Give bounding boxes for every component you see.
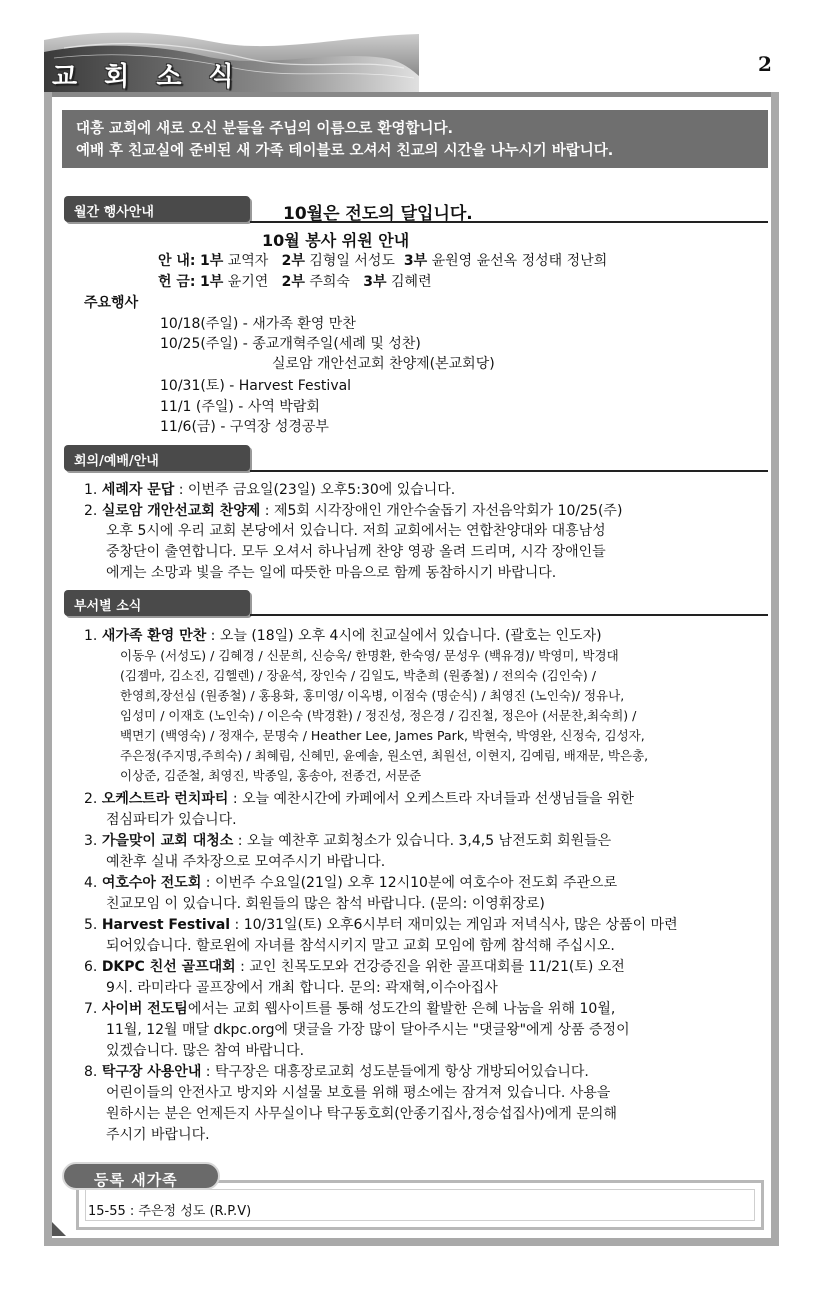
dept-item-2-cont: 점심파티가 있습니다.: [106, 812, 237, 828]
section-rule-meetings: [250, 470, 768, 472]
dept-item-7: 7. 사이버 전도팀에서는 교회 웹사이트를 통해 성도간의 활발한 은혜 나눔을 위해 10월,: [84, 1001, 616, 1017]
dept-item-4: 4. 여호수아 전도회 : 이번주 수요일(21일) 오후 12시10분에 여호수아 전도회 주관으로: [84, 875, 618, 891]
event-item: 10/25(주일) - 종교개혁주일(세례 및 성찬): [160, 336, 421, 352]
offering-volunteers: 헌 금: 1부 윤기연 2부 주희숙 3부 김혜련: [158, 274, 432, 290]
event-item: 실로암 개안선교회 찬양제(본교회당): [272, 356, 495, 372]
new-family-names: 한영희,장선심 (원종철) / 홍용화, 홍미영/ 이옥병, 이점숙 (명순식) / 최영진 (노인숙)/ 정유나,: [120, 688, 625, 703]
new-family-names: (김젬마, 김소진, 김헬렌) / 장윤석, 장인숙 / 김일도, 박춘희 (원종철) / 전의숙 (김인숙) /: [120, 668, 596, 683]
dept-item-8: 8. 탁구장 사용안내 : 탁구장은 대흥장로교회 성도분들에게 항상 개방되어있습니다.: [84, 1064, 589, 1080]
dept-item-7-cont: 11월, 12월 매달 dkpc.org에 댓글을 가장 많이 달아주시는 "댓글왕"에게 상품 증정이: [106, 1022, 630, 1038]
frame-top-border: [44, 92, 779, 97]
event-item: 10/18(주일) - 새가족 환영 만찬: [160, 316, 356, 332]
dept-item-8-cont: 원하시는 분은 언제든지 사무실이나 탁구동호회(안종기집사,정승섭집사)에게 문의해: [106, 1106, 617, 1122]
frame-bottom-border: [44, 1238, 779, 1246]
page-title: 교 회 소 식: [52, 62, 243, 92]
section-rule-departments: [250, 614, 768, 616]
dept-item-3-cont: 예찬후 실내 주차장으로 모여주시기 바랍니다.: [106, 854, 386, 870]
meeting-item-2-cont: 중창단이 출연합니다. 모두 오셔서 하나님께 찬양 영광 올려 드리며, 시각 장애인들: [106, 544, 606, 560]
dept-item-5: 5. Harvest Festival : 10/31일(토) 오후6시부터 재미있는 게임과 저녁식사, 많은 상품이 마련: [84, 917, 678, 933]
section-tab-monthly: 월간 행사안내: [64, 196, 250, 222]
welcome-line-2: 예배 후 친교실에 준비된 새 가족 테이블로 오셔서 친교의 시간을 나누시기 바랍니다.: [76, 143, 614, 159]
section-tab-meetings: 회의/예배/안내: [64, 445, 250, 471]
registration-tab: 등록 새가족: [62, 1162, 220, 1190]
frame-left-border: [44, 92, 52, 1242]
new-family-names: 임성미 / 이재호 (노인숙) / 이은숙 (박경환) / 정진성, 정은경 / 김진철, 정은아 (서문찬,최숙희) /: [120, 708, 637, 723]
frame-right-border: [771, 92, 779, 1242]
event-item: 11/6(금) - 구역장 성경공부: [160, 419, 329, 435]
guide-volunteers: 안 내: 1부 교역자 2부 김형일 서성도 3부 윤원영 윤선옥 정성태 정난희: [158, 253, 608, 269]
dept-item-2: 2. 오케스트라 런치파티 : 오늘 예찬시간에 카페에서 오케스트라 자녀들과 선생님들을 위한: [84, 791, 634, 807]
dept-item-5-cont: 되어있습니다. 할로윈에 자녀를 참석시키지 말고 교회 모임에 함께 참석해 주십시오.: [106, 938, 615, 954]
events-label: 주요행사: [84, 295, 139, 311]
dept-item-6: 6. DKPC 친선 골프대회 : 교인 친목도모와 건강증진을 위한 골프대회를 11/21(토) 오전: [84, 959, 625, 975]
meeting-item-1: 1. 세례자 문답 : 이번주 금요일(23일) 오후5:30에 있습니다.: [84, 482, 456, 498]
welcome-line-1: 대흥 교회에 새로 오신 분들을 주님의 이름으로 환영합니다.: [76, 121, 454, 137]
meeting-item-2: 2. 실로암 개안선교회 찬양제 : 제5회 시각장애인 개안수술돕기 자선음악회가 10/25(주): [84, 503, 623, 519]
dept-item-3: 3. 가을맞이 교회 대청소 : 오늘 예찬후 교회청소가 있습니다. 3,4,5 남전도회 회원들은: [84, 833, 612, 849]
dept-item-7-cont: 있겠습니다. 많은 참여 바랍니다.: [106, 1043, 305, 1059]
dept-item-1: 1. 새가족 환영 만찬 : 오늘 (18일) 오후 4시에 친교실에서 있습니다. (괄호는 인도자): [84, 628, 602, 644]
new-family-names: 이동우 (서성도) / 김혜경 / 신문희, 신승욱/ 한명환, 한숙영/ 문성우 (백유경)/ 박영미, 박경대: [120, 648, 619, 663]
meeting-item-2-cont: 에게는 소망과 빛을 주는 일에 따뜻한 마음으로 함께 동참하시기 바랍니다.: [106, 565, 557, 581]
dept-item-8-cont: 주시기 바랍니다.: [106, 1127, 210, 1143]
dept-item-8-cont: 어린이들의 안전사고 방지와 시설물 보호를 위해 평소에는 잠겨져 있습니다. 사용을: [106, 1085, 611, 1101]
welcome-banner: [62, 110, 768, 168]
meeting-item-2-cont: 오후 5시에 우리 교회 본당에서 있습니다. 저희 교회에서는 연합찬양대와 대흥남성: [106, 523, 606, 539]
new-family-names: 이상준, 김준철, 최영진, 박종일, 홍송아, 전종건, 서문준: [120, 768, 422, 783]
corner-triangle: [52, 1222, 66, 1236]
event-item: 10/31(토) - Harvest Festival: [160, 378, 352, 394]
dept-item-4-cont: 친교모임 이 있습니다. 회원들의 많은 참석 바랍니다. (문의: 이영휘장로): [106, 896, 545, 912]
volunteer-heading: 10월 봉사 위원 안내: [262, 231, 410, 250]
new-family-names: 백면기 (백영숙) / 정재수, 문명숙 / Heather Lee, James Park, 박현숙, 박영완, 신정숙, 김성자,: [120, 728, 645, 743]
dept-item-6-cont: 9시. 라미라다 골프장에서 개최 합니다. 문의: 곽재혁,이수아집사: [106, 980, 498, 996]
section-tab-departments: 부서별 소식: [64, 590, 250, 616]
event-item: 11/1 (주일) - 사역 박람회: [160, 399, 320, 415]
registration-entry: 15-55 : 주은정 성도 (R.P.V): [88, 1204, 252, 1219]
new-family-names: 주은정(주지명,주희숙) / 최혜림, 신혜민, 윤예솔, 원소연, 최원선, 이현지, 김예림, 배재문, 박은총,: [120, 748, 649, 763]
monthly-headline: 10월은 전도의 달입니다.: [283, 204, 473, 224]
page-number: 2: [758, 52, 772, 76]
